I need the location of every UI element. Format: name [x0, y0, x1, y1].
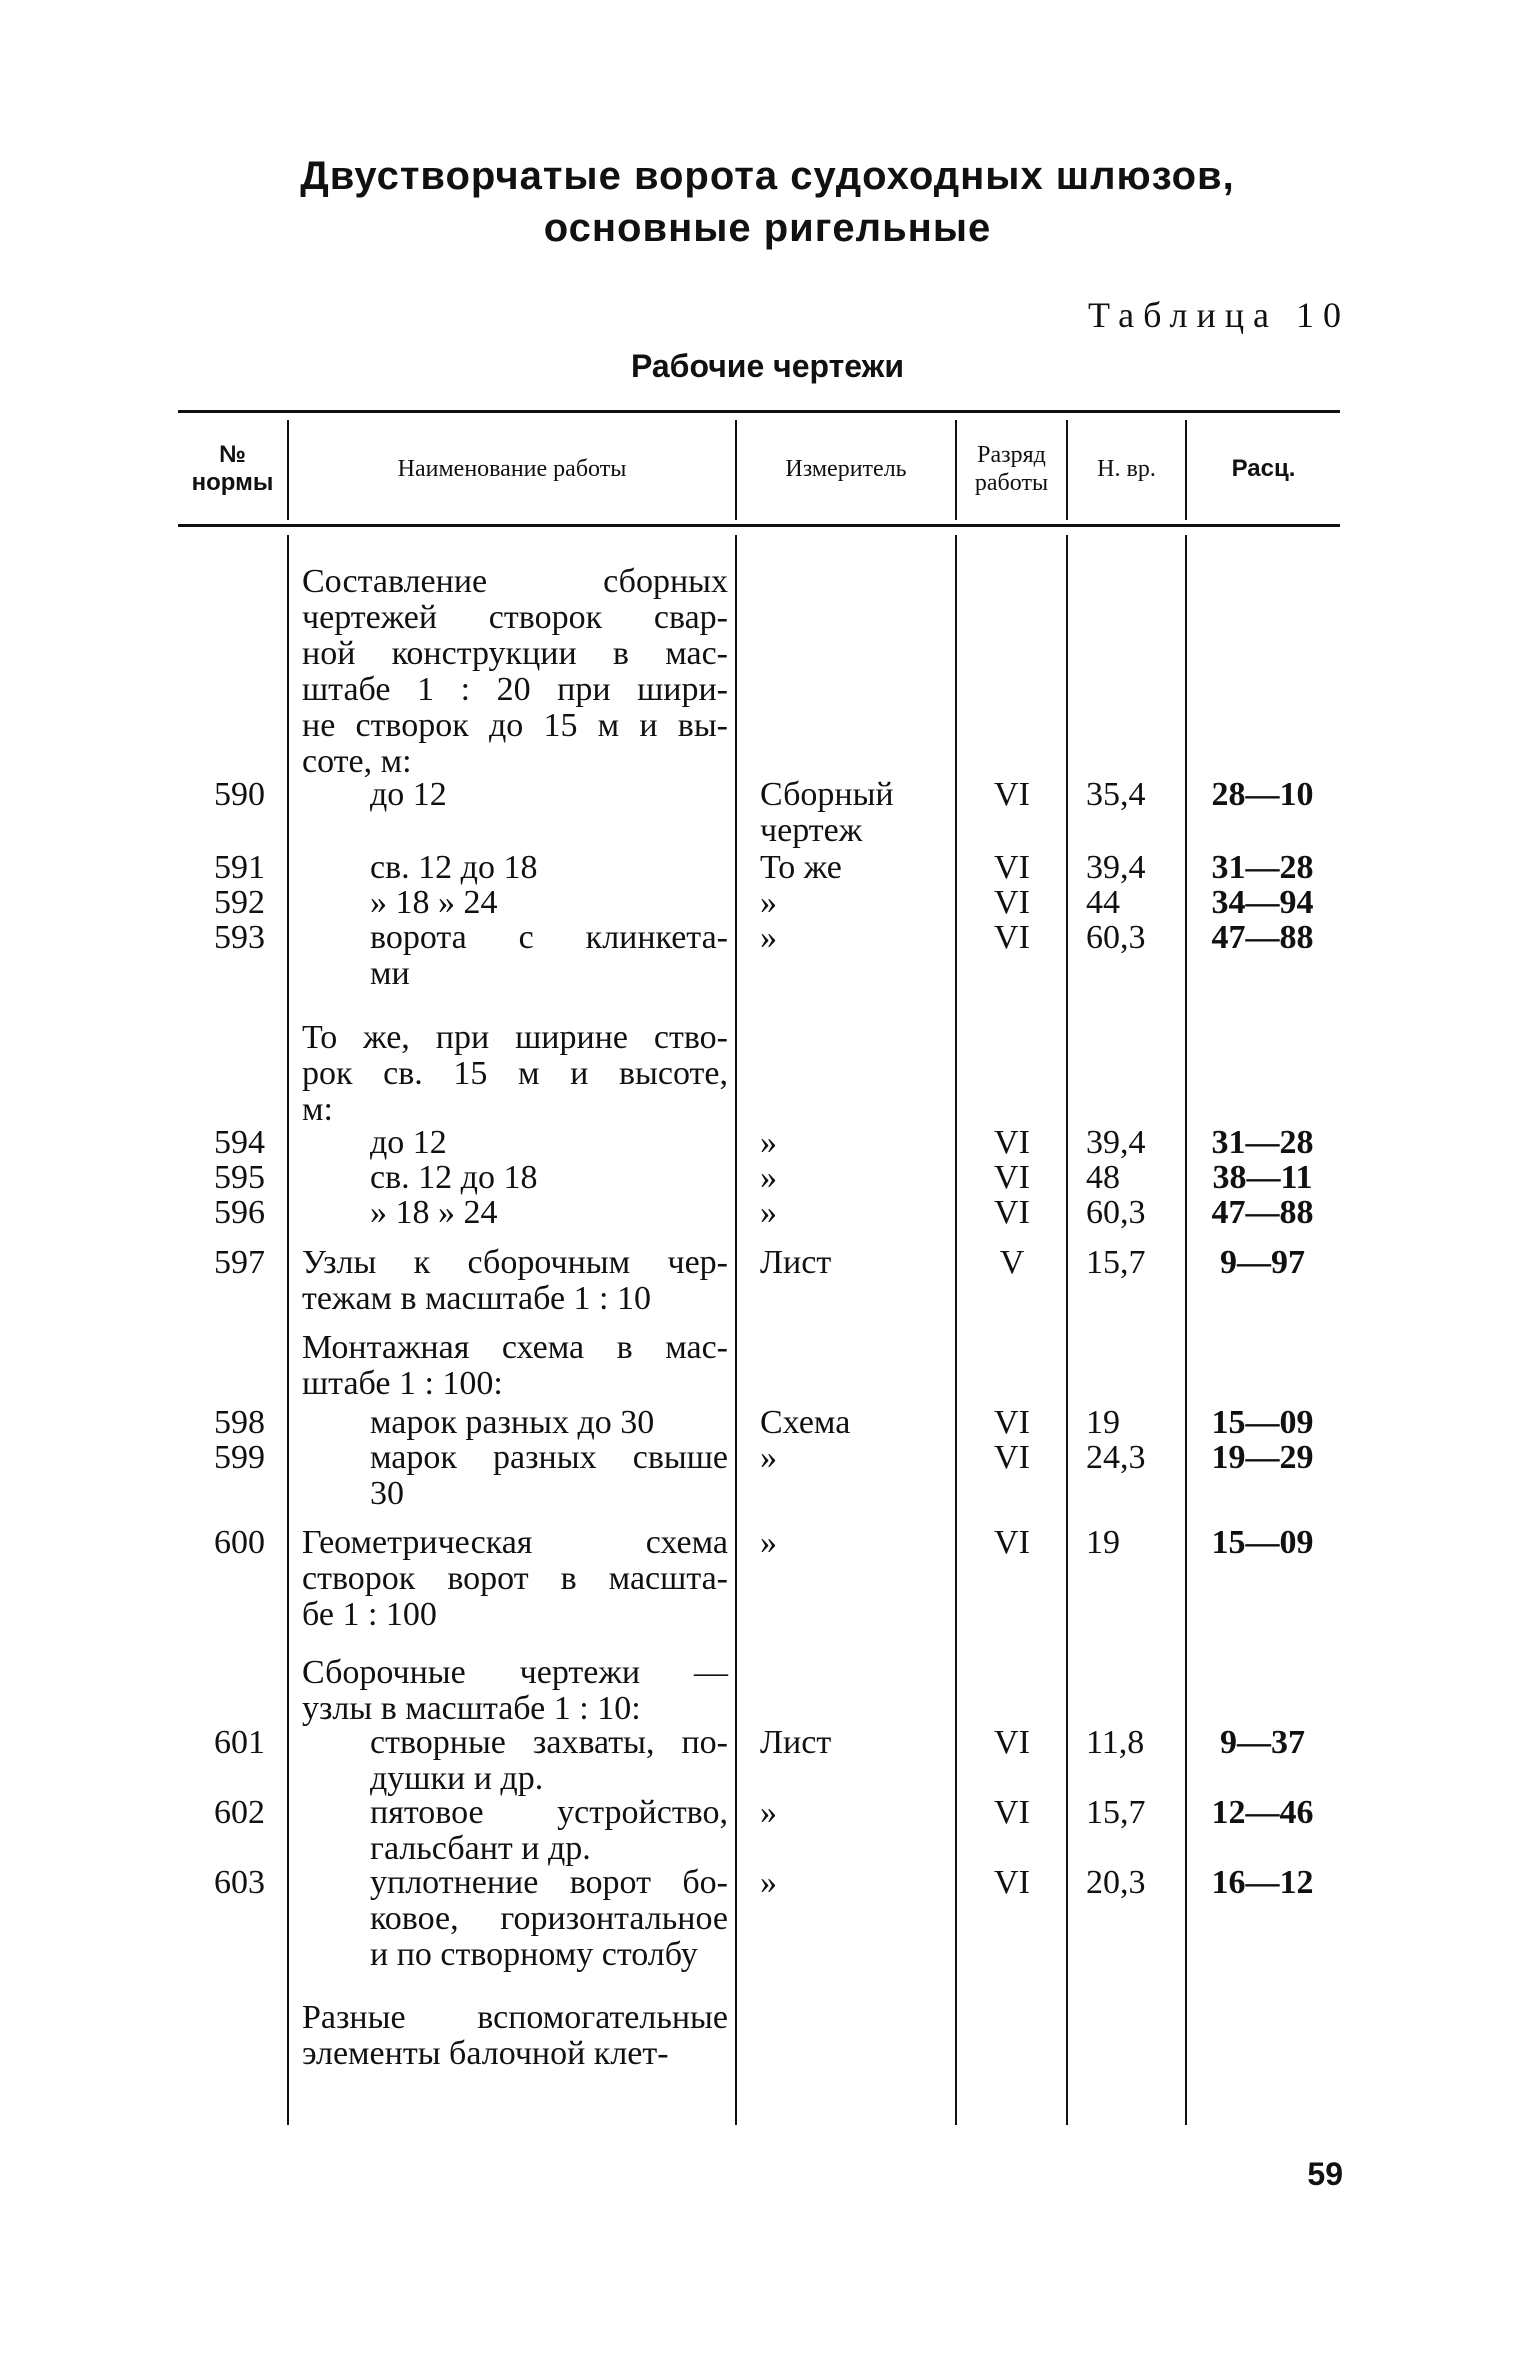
row-name-line: св. 12 до 18 — [370, 1159, 538, 1196]
row-name-line: узлы в масштабе 1 : 10: — [302, 1690, 641, 1727]
row-grade: VI — [994, 1864, 1030, 1901]
row-unit: » — [760, 1864, 777, 1901]
row-number: 599 — [214, 1439, 265, 1476]
col-divider-2 — [735, 535, 737, 2125]
row-work-name — [302, 1125, 728, 1161]
row-name-line: душки и др. — [370, 1760, 544, 1797]
row-grade: VI — [994, 919, 1030, 956]
row-price: 31—28 — [1211, 849, 1314, 886]
row-unit: То же — [760, 849, 842, 886]
row-price: 28—10 — [1211, 776, 1314, 813]
row-work-name — [302, 1020, 728, 1128]
page-number: 59 — [1307, 2156, 1343, 2192]
row-unit: Сборный чертеж — [760, 776, 894, 849]
row-number: 600 — [214, 1524, 265, 1561]
row-unit: » — [760, 1439, 777, 1476]
row-time-norm: 60,3 — [1086, 1194, 1146, 1231]
row-grade: V — [999, 1244, 1025, 1281]
row-grade: VI — [994, 1724, 1030, 1761]
row-name-line: св. 12 до 18 — [370, 849, 538, 886]
row-number: 601 — [214, 1724, 265, 1761]
row-price: 9—37 — [1220, 1724, 1305, 1761]
row-time-norm: 11,8 — [1086, 1724, 1145, 1761]
row-unit: Лист — [760, 1724, 832, 1761]
row-grade: VI — [994, 1404, 1030, 1441]
row-grade: VI — [994, 776, 1030, 813]
row-number: 591 — [214, 849, 265, 886]
row-price: 15—09 — [1211, 1404, 1314, 1441]
row-name-line: чертежей створок свар- — [302, 599, 728, 636]
header-grade-line2: работы — [974, 470, 1049, 496]
row-name-line: То же, при ширине ство- — [302, 1019, 728, 1056]
row-name-line: гальсбант и др. — [370, 1830, 591, 1867]
row-grade: VI — [994, 1794, 1030, 1831]
row-name-line: Узлы к сборочным чер- — [302, 1244, 728, 1281]
title-line-1: Двустворчатые ворота судоходных шлюзов, — [300, 154, 1235, 198]
row-name-line: марок разных свыше — [370, 1439, 728, 1476]
table-top-rule — [178, 410, 1340, 413]
row-name-line: до 12 — [370, 776, 447, 813]
col-divider-3 — [955, 535, 957, 2125]
row-name-line: Разные вспомогательные — [302, 1999, 728, 2036]
row-work-name — [302, 1655, 728, 1727]
row-time-norm: 19 — [1086, 1524, 1120, 1561]
header-price: Расц. — [1231, 455, 1296, 482]
row-name-line: соте, м: — [302, 743, 412, 780]
row-work-name — [302, 1330, 728, 1402]
row-name-line: ковое, горизонтальное — [370, 1900, 728, 1937]
row-price: 38—11 — [1212, 1159, 1313, 1196]
row-unit: » — [760, 1524, 777, 1561]
row-name-line: » 18 » 24 — [370, 884, 498, 921]
row-name-line: 30 — [370, 1475, 404, 1512]
row-name-line: ворота с клинкета- — [370, 919, 728, 956]
row-price: 47—88 — [1211, 919, 1314, 956]
header-unit: Измеритель — [785, 456, 907, 482]
row-name-line: м: — [302, 1091, 333, 1128]
row-number: 592 — [214, 884, 265, 921]
header-name: Наименование работы — [397, 456, 627, 482]
row-work-name — [302, 1160, 728, 1196]
row-number: 597 — [214, 1244, 265, 1281]
row-work-name — [302, 1440, 728, 1512]
row-number: 593 — [214, 919, 265, 956]
row-time-norm: 19 — [1086, 1404, 1120, 1441]
row-name-line: створок ворот в масшта- — [302, 1560, 728, 1597]
row-time-norm: 24,3 — [1086, 1439, 1146, 1476]
row-number: 590 — [214, 776, 265, 813]
row-name-line: штабе 1 : 20 при шири- — [302, 671, 728, 708]
header-grade-line1: Разряд — [977, 442, 1046, 468]
row-name-line: штабе 1 : 100: — [302, 1365, 503, 1402]
row-name-line: створные захваты, по- — [370, 1724, 728, 1761]
header-bottom-rule — [178, 524, 1340, 527]
row-number: 603 — [214, 1864, 265, 1901]
row-grade: VI — [994, 884, 1030, 921]
row-work-name — [302, 1725, 728, 1797]
row-name-line: тежам в масштабе 1 : 10 — [302, 1280, 651, 1317]
row-work-name — [302, 1795, 728, 1867]
row-name-line: до 12 — [370, 1124, 447, 1161]
row-price: 34—94 — [1211, 884, 1314, 921]
row-work-name — [302, 1405, 728, 1441]
row-work-name — [302, 1195, 728, 1231]
row-work-name — [302, 1525, 728, 1633]
row-name-line: Монтажная схема в мас- — [302, 1329, 728, 1366]
row-unit: Лист — [760, 1244, 832, 1281]
row-name-line: рок св. 15 м и высоте, — [302, 1055, 728, 1092]
row-grade: VI — [994, 1524, 1030, 1561]
row-price: 19—29 — [1211, 1439, 1314, 1476]
header-number — [178, 414, 287, 524]
title-line-2: основные ригельные — [543, 206, 992, 250]
row-price: 47—88 — [1211, 1194, 1314, 1231]
header-number-sign: № — [219, 441, 246, 468]
row-price: 9—97 — [1220, 1244, 1305, 1281]
row-unit: » — [760, 1124, 777, 1161]
row-unit: » — [760, 919, 777, 956]
row-name-line: Сборочные чертежи — — [302, 1654, 728, 1691]
row-time-norm: 20,3 — [1086, 1864, 1146, 1901]
page-title — [0, 150, 1535, 254]
row-price: 16—12 — [1211, 1864, 1314, 1901]
col-divider-4 — [1066, 535, 1068, 2125]
row-time-norm: 15,7 — [1086, 1794, 1146, 1831]
row-work-name — [302, 850, 728, 886]
row-grade: VI — [994, 1439, 1030, 1476]
row-time-norm: 44 — [1086, 884, 1120, 921]
header-number-label: нормы — [191, 469, 274, 496]
row-unit: » — [760, 1794, 777, 1831]
row-price: 15—09 — [1211, 1524, 1314, 1561]
row-name-line: пятовое устройство, — [370, 1794, 728, 1831]
row-price: 12—46 — [1211, 1794, 1314, 1831]
row-number: 595 — [214, 1159, 265, 1196]
row-grade: VI — [994, 1124, 1030, 1161]
row-time-norm: 39,4 — [1086, 849, 1146, 886]
row-time-norm: 35,4 — [1086, 776, 1146, 813]
row-number: 598 — [214, 1404, 265, 1441]
header-time: Н. вр. — [1097, 456, 1156, 482]
row-time-norm: 48 — [1086, 1159, 1120, 1196]
row-name-line: Составление сборных — [302, 563, 728, 600]
row-unit: » — [760, 1159, 777, 1196]
row-work-name — [302, 1245, 728, 1317]
row-work-name — [302, 564, 728, 780]
row-unit: Схема — [760, 1404, 851, 1441]
row-grade: VI — [994, 849, 1030, 886]
row-name-line: бе 1 : 100 — [302, 1596, 437, 1633]
row-name-line: Геометрическая схема — [302, 1524, 728, 1561]
row-work-name — [302, 885, 728, 921]
row-name-line: не створок до 15 м и вы- — [302, 707, 728, 744]
row-work-name — [302, 2000, 728, 2072]
row-price: 31—28 — [1211, 1124, 1314, 1161]
table-label: Таблица 10 — [1088, 295, 1350, 335]
row-work-name — [302, 777, 728, 813]
row-work-name — [302, 1865, 728, 1973]
row-time-norm: 15,7 — [1086, 1244, 1146, 1281]
row-number: 596 — [214, 1194, 265, 1231]
row-time-norm: 39,4 — [1086, 1124, 1146, 1161]
row-number: 602 — [214, 1794, 265, 1831]
header-grade — [957, 414, 1066, 524]
row-name-line: элементы балочной клет- — [302, 2035, 669, 2072]
row-name-line: ми — [370, 955, 410, 992]
row-name-line: уплотнение ворот бо- — [370, 1864, 728, 1901]
row-number: 594 — [214, 1124, 265, 1161]
row-unit: » — [760, 884, 777, 921]
table-subtitle: Рабочие чертежи — [630, 348, 905, 384]
row-name-line: ной конструкции в мас- — [302, 635, 728, 672]
row-name-line: и по створному столбу — [370, 1936, 698, 1973]
row-work-name — [302, 920, 728, 992]
row-time-norm: 60,3 — [1086, 919, 1146, 956]
row-grade: VI — [994, 1194, 1030, 1231]
row-name-line: марок разных до 30 — [370, 1404, 655, 1441]
row-grade: VI — [994, 1159, 1030, 1196]
col-divider-1 — [287, 535, 289, 2125]
row-unit: » — [760, 1194, 777, 1231]
row-name-line: » 18 » 24 — [370, 1194, 498, 1231]
